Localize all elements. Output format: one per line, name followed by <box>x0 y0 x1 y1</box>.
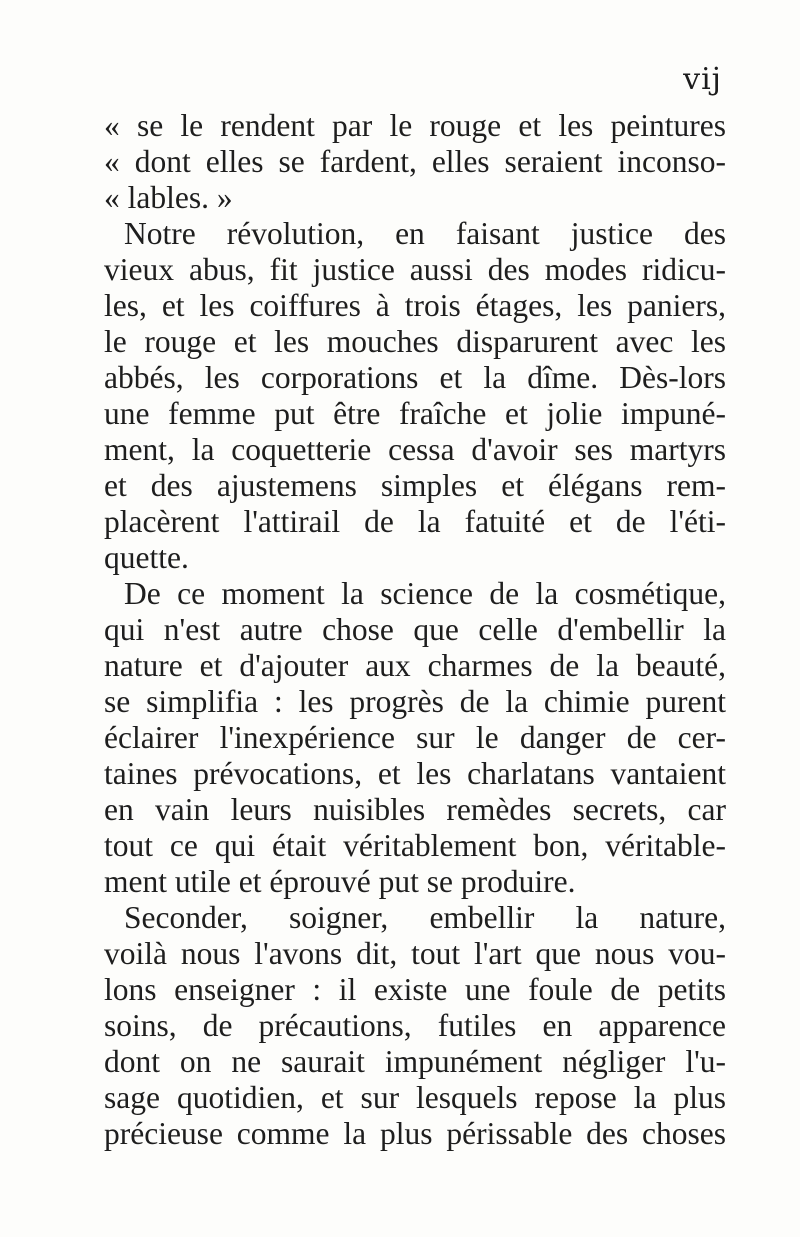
text-line: « lables. » <box>104 180 233 215</box>
text-line: De ce moment la science de la cosmétique, <box>124 576 726 611</box>
text-line: se simplifia : les progrès de la chimie purent <box>104 684 726 719</box>
text-line: abbés, les corporations et la dîme. Dès-lors <box>104 360 726 395</box>
body-text <box>104 108 726 1152</box>
text-line: lons enseigner : il existe une foule de petits <box>104 972 726 1007</box>
text-line: précieuse comme la plus périssable des choses <box>104 1116 726 1151</box>
text-line: qui n'est autre chose que celle d'embellir la <box>104 612 726 647</box>
text-line: ment utile et éprouvé put se produire. <box>104 864 576 899</box>
text-line: les, et les coiffures à trois étages, les paniers, <box>104 288 726 323</box>
text-line: Seconder, soigner, embellir la nature, <box>124 900 726 935</box>
text-line: Notre révolution, en faisant justice des <box>124 216 726 251</box>
text-line: ment, la coquetterie cessa d'avoir ses martyrs <box>104 432 726 467</box>
text-line: taines prévocations, et les charlatans vantaient <box>104 756 726 791</box>
text-line: une femme put être fraîche et jolie impuné- <box>104 396 726 431</box>
text-line: soins, de précautions, futiles en apparence <box>104 1008 726 1043</box>
text-line: et des ajustemens simples et élégans rem- <box>104 468 726 503</box>
page-number: vij <box>683 62 722 97</box>
text-line: voilà nous l'avons dit, tout l'art que nous vou- <box>104 936 726 971</box>
text-line: placèrent l'attirail de la fatuité et de l'éti- <box>104 504 726 539</box>
text-line: nature et d'ajouter aux charmes de la beauté, <box>104 648 726 683</box>
text-line: le rouge et les mouches disparurent avec les <box>104 324 726 359</box>
text-line: « se le rendent par le rouge et les peintures <box>104 108 726 143</box>
text-line: tout ce qui était véritablement bon, véritable- <box>104 828 726 863</box>
text-line: « dont elles se fardent, elles seraient inconso- <box>104 144 726 179</box>
text-line: quette. <box>104 540 189 575</box>
text-line: en vain leurs nuisibles remèdes secrets, car <box>104 792 726 827</box>
text-line: dont on ne saurait impunément négliger l'u- <box>104 1044 726 1079</box>
text-line: sage quotidien, et sur lesquels repose la plus <box>104 1080 726 1115</box>
text-line: éclairer l'inexpérience sur le danger de cer- <box>104 720 726 755</box>
text-line: vieux abus, fit justice aussi des modes ridicu- <box>104 252 726 287</box>
